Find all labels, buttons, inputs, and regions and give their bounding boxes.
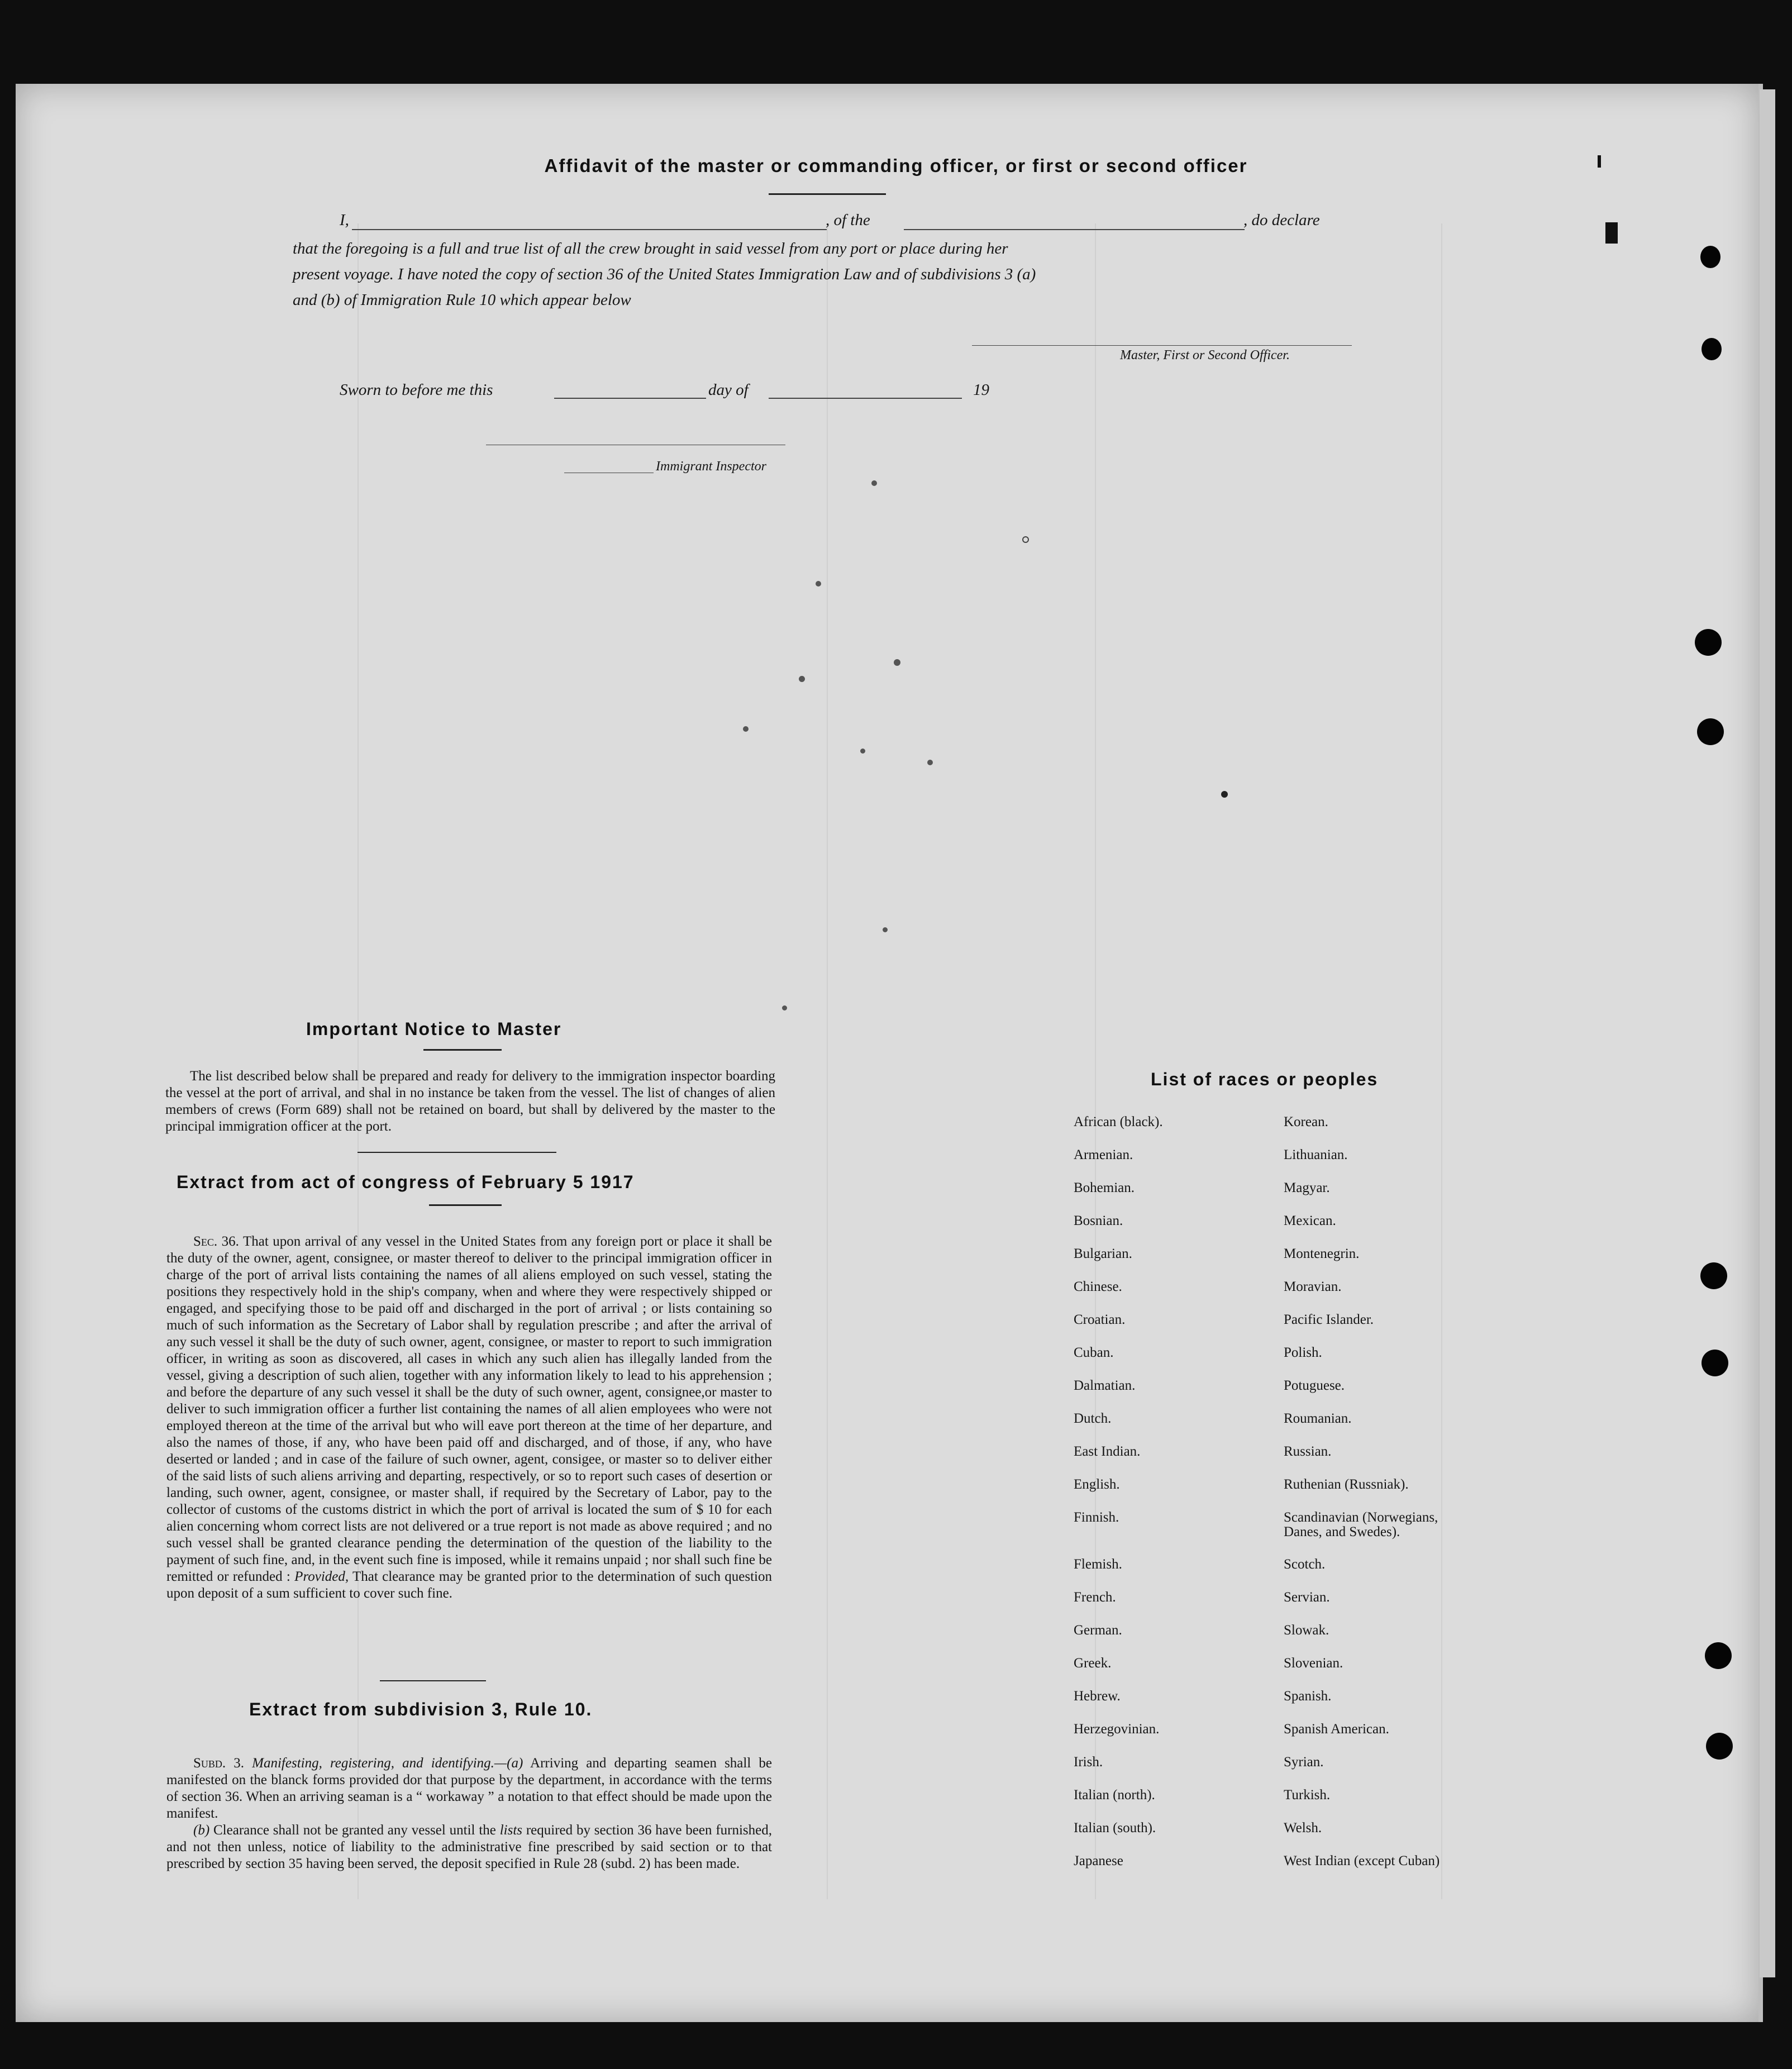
- section-label: Sec. 36.: [193, 1234, 239, 1249]
- races-title: List of races or peoples: [1151, 1069, 1379, 1089]
- race-left: German.: [1074, 1623, 1122, 1638]
- race-right: Servian.: [1284, 1590, 1330, 1605]
- race-row: [1074, 1412, 1474, 1445]
- race-left: Croatian.: [1074, 1312, 1126, 1327]
- affidavit-title: Affidavit of the master or commanding officer, or first or second officer: [544, 155, 1248, 176]
- race-row: [1074, 1854, 1474, 1887]
- subd-paragraph-a: [166, 1755, 772, 1822]
- race-right: Turkish.: [1284, 1787, 1331, 1803]
- punch-hole: [1702, 1350, 1728, 1376]
- speck: [799, 676, 805, 682]
- race-row: [1074, 1346, 1474, 1379]
- race-right: Pacific Islander.: [1284, 1312, 1374, 1327]
- vessel-name-field[interactable]: [904, 229, 1245, 230]
- speck: [1022, 536, 1029, 543]
- race-left: Bohemian.: [1074, 1180, 1135, 1195]
- affidavit-line: present voyage. I have noted the copy of section 36 of the United States Immigration Law and of subdivisions 3 (a): [293, 265, 1036, 283]
- race-left: East Indian.: [1074, 1444, 1141, 1459]
- speck: [816, 581, 821, 587]
- punch-hole: [1700, 1262, 1727, 1289]
- speck: [927, 760, 933, 765]
- race-left: Greek.: [1074, 1656, 1112, 1671]
- race-row: [1074, 1689, 1474, 1722]
- speck: [743, 726, 749, 732]
- race-right: Spanish.: [1284, 1689, 1332, 1704]
- bleed-line: [827, 223, 828, 1899]
- race-left: French.: [1074, 1590, 1116, 1605]
- affidavit-i-label: I,: [340, 211, 349, 229]
- race-right: Montenegrin.: [1284, 1246, 1360, 1261]
- race-right: West Indian (except Cuban): [1284, 1853, 1440, 1868]
- para-b-lists: lists: [499, 1823, 523, 1838]
- edge-mark: [1605, 222, 1618, 244]
- sworn-year-label: 19: [973, 381, 989, 399]
- race-left: Dalmatian.: [1074, 1378, 1136, 1393]
- notice-title: Important Notice to Master: [306, 1019, 562, 1039]
- inspector-caption: Immigrant Inspector: [656, 459, 766, 474]
- race-right: Syrian.: [1284, 1755, 1324, 1770]
- race-left: Flemish.: [1074, 1557, 1122, 1572]
- signature-caption: Master, First or Second Officer.: [1120, 348, 1290, 363]
- race-left: African (black).: [1074, 1114, 1163, 1129]
- page-edge: [1760, 89, 1775, 1977]
- race-right: Scotch.: [1284, 1557, 1326, 1572]
- race-row: [1074, 1623, 1474, 1656]
- races-table: [1074, 1115, 1474, 1887]
- race-right: Mexican.: [1284, 1213, 1336, 1228]
- document-page: [16, 84, 1763, 2022]
- race-row: [1074, 1379, 1474, 1412]
- race-left: Chinese.: [1074, 1279, 1122, 1294]
- race-row: [1074, 1590, 1474, 1623]
- race-left: Finnish.: [1074, 1510, 1119, 1525]
- race-left: Bosnian.: [1074, 1213, 1123, 1228]
- section-36-body: That upon arrival of any vessel in the United States from any foreign port or place it shall be the duty of the owner, agent, consignee, or master thereof to deliver to the principal immigration officer in charge of the port of arrival lists containing the names of all aliens employed on such vessel, stating the positions they respectively hold in the ship's company, when and where they were respectively shipped or engaged, and specifying those to be paid off and discharged in the port of arrival ; or lists containing so much of such information as the Secretary of Labor shall by regulation prescribe ; and after the arrival of any such vessel it shall be the duty of such owner, agent, consignee, or master to report to such immigration officer, in writing as soon as discovered, all cases in which any such alien has illegally landed from the vessel, giving a description of such alien, together with any information likely to lead to his apprehension ; and before the departure of any such vessel it shall be the duty of such owner, agent, consignee,or master to deliver to such immigration officer a further list containing the names of all alien employees who were not employed thereon at the time of the arrival but who will eave port thereon at the time of her departure, and also the names of those, if any, who have been paid off and discharged, and of those, if any, who have deserted or landed ; and in case of the failure of such owner, agent, consigee, or master so to deliver either of the said lists of such aliens arriving and departing, respectively, or so to report such cases of desertion or landing, such owner, agent, consignee, or master shall, if required by the Secretary of Labor, pay to the collector of customs of the customs district in which the port of arrival is located the sum of $ 10 for each alien concerning whom correct lists are not delivered or a true report is not made as above required ; and no such vessel shall be granted clearance pending the determination of the question of the liability to the payment of such fine, and, in the event such fine is imposed, while it remains unpaid ; nor shall such fine be remitted or refunded :: [166, 1234, 773, 1584]
- divider: [358, 1152, 556, 1153]
- race-left: Hebrew.: [1074, 1689, 1121, 1704]
- race-left: Herzegovinian.: [1074, 1722, 1160, 1737]
- affidavit-line: that the foregoing is a full and true list of all the crew brought in said vessel from any port or place during her: [293, 240, 1008, 258]
- divider: [380, 1680, 486, 1681]
- race-left: Italian (north).: [1074, 1787, 1155, 1803]
- race-row: [1074, 1445, 1474, 1477]
- race-left: Dutch.: [1074, 1411, 1112, 1426]
- race-left: Armenian.: [1074, 1147, 1133, 1162]
- subd-paragraph-b: [166, 1822, 772, 1872]
- race-left: Bulgarian.: [1074, 1246, 1132, 1261]
- speck: [782, 1005, 787, 1010]
- sworn-day-field[interactable]: [554, 398, 706, 399]
- race-row: [1074, 1821, 1474, 1854]
- para-b-text-1: Clearance shall not be granted any vessel until the: [213, 1823, 496, 1838]
- para-a-label: (a): [507, 1756, 523, 1771]
- race-right: Polish.: [1284, 1345, 1322, 1360]
- notice-text: The list described below shall be prepared and ready for delivery to the immigration inspector boarding the vessel at the port of arrival, and shal in no instance be taken from the vessel. The list of changes of alien members of crews (Form 689) shall not be retained on board, but shall by delivered by the master to the principal immigration officer at the port.: [165, 1069, 775, 1134]
- race-row: [1074, 1181, 1474, 1214]
- race-right: Russian.: [1284, 1444, 1332, 1459]
- race-row: [1074, 1115, 1474, 1148]
- speck: [883, 927, 888, 932]
- divider: [429, 1204, 502, 1206]
- race-right: Slovenian.: [1284, 1656, 1343, 1671]
- rule-extract-text: [166, 1755, 772, 1872]
- speck: [1221, 791, 1228, 798]
- race-row: [1074, 1656, 1474, 1689]
- subd-heading: Manifesting, registering, and identifying.—: [252, 1756, 507, 1771]
- speck: [871, 480, 877, 486]
- race-row: [1074, 1557, 1474, 1590]
- race-row: [1074, 1510, 1474, 1557]
- race-row: [1074, 1148, 1474, 1181]
- para-a-text: Arriving and departing seamen shall be manifested on the blanck forms provided dor that purpose by the department, in accordance with the terms of section 36. When an arriving seaman is a “ workaway ” a notation to that effect should be made upon the manifest.: [166, 1756, 773, 1821]
- speck: [894, 659, 900, 666]
- section-36-end: That clearance may be granted prior to the determination of such question upon deposit of a sum sufficient to cover such fine.: [166, 1569, 772, 1601]
- race-right: Welsh.: [1284, 1820, 1322, 1836]
- race-right: Potuguese.: [1284, 1378, 1345, 1393]
- race-row: [1074, 1788, 1474, 1821]
- race-right: Moravian.: [1284, 1279, 1342, 1294]
- race-right: Scandinavian (Norwegians, Danes, and Swedes).: [1284, 1510, 1438, 1539]
- race-right: Ruthenian (Russniak).: [1284, 1477, 1409, 1492]
- race-right: Slowak.: [1284, 1623, 1329, 1638]
- affidavit-text: [293, 236, 1354, 313]
- race-right: Magyar.: [1284, 1180, 1330, 1195]
- rule-extract-title: Extract from subdivision 3, Rule 10.: [249, 1699, 593, 1719]
- punch-hole: [1697, 718, 1724, 745]
- race-right: Spanish American.: [1284, 1722, 1389, 1737]
- race-right: Lithuanian.: [1284, 1147, 1348, 1162]
- punch-hole: [1705, 1642, 1732, 1669]
- speck: [860, 749, 865, 754]
- punch-hole: [1706, 1733, 1733, 1760]
- master-name-field[interactable]: [352, 229, 827, 230]
- act-extract-text: [166, 1233, 772, 1602]
- affidavit-line: and (b) of Immigration Rule 10 which appear below: [293, 291, 631, 309]
- divider: [769, 193, 886, 195]
- race-left: English.: [1074, 1477, 1120, 1492]
- race-left: Japanese: [1074, 1853, 1123, 1868]
- punch-hole: [1702, 338, 1722, 360]
- punch-hole: [1700, 246, 1720, 268]
- race-row: [1074, 1280, 1474, 1313]
- sworn-label: Sworn to before me this: [340, 381, 493, 399]
- race-row: [1074, 1477, 1474, 1510]
- provided-word: Provided,: [294, 1569, 349, 1584]
- affidavit-do-declare-label: , do declare: [1243, 211, 1320, 229]
- race-row: [1074, 1214, 1474, 1247]
- race-right: Roumanian.: [1284, 1411, 1352, 1426]
- act-extract-title: Extract from act of congress of February 5 1917: [177, 1172, 635, 1192]
- punch-hole: [1695, 629, 1722, 656]
- race-row: [1074, 1722, 1474, 1755]
- race-row: [1074, 1313, 1474, 1346]
- race-left: Cuban.: [1074, 1345, 1114, 1360]
- sworn-month-field[interactable]: [769, 398, 962, 399]
- race-row: [1074, 1755, 1474, 1788]
- race-left: Irish.: [1074, 1755, 1103, 1770]
- sworn-day-of-label: day of: [708, 381, 749, 399]
- race-right: Korean.: [1284, 1114, 1328, 1129]
- subd-label: Subd. 3.: [193, 1756, 245, 1771]
- para-b-text-2: required by section 36 have been furnished, and not then unless, notice of liability to the administrative fine prescribed by said section or to that prescribed by section 35 having been served, the deposit specified in Rule 28 (subd. 2) has been made.: [166, 1823, 773, 1871]
- race-left: Italian (south).: [1074, 1820, 1156, 1836]
- divider: [423, 1049, 502, 1051]
- affidavit-of-the-label: , of the: [826, 211, 870, 229]
- para-b-label: (b): [193, 1823, 210, 1838]
- race-row: [1074, 1247, 1474, 1280]
- master-signature-field[interactable]: [972, 345, 1352, 346]
- bleed-line: [358, 223, 359, 1899]
